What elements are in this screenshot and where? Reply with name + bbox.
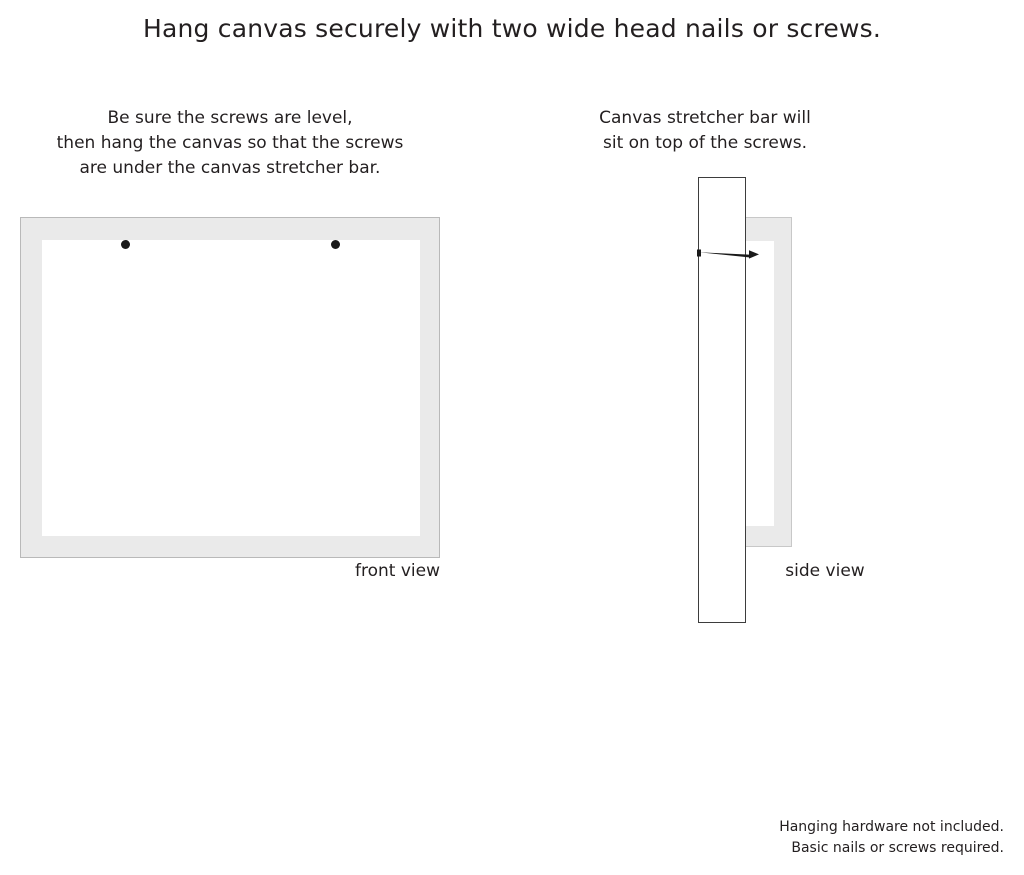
- footer-note: [779, 817, 1004, 859]
- footer-note-line-1: Hanging hardware not included.: [779, 819, 1004, 835]
- front-view-caption: [20, 106, 440, 181]
- footer-note-line-2: Basic nails or screws required.: [791, 840, 1004, 856]
- canvas-front-face: [42, 240, 420, 536]
- page-title: Hang canvas securely with two wide head nails or screws.: [142, 14, 882, 43]
- screw-head-right-icon: [331, 240, 340, 249]
- front-view-caption-line-2: then hang the canvas so that the screws: [56, 133, 404, 153]
- canvas-stretcher-bar: [746, 241, 774, 526]
- front-view-label: front view: [355, 561, 440, 581]
- front-view-caption-line-1: Be sure the screws are level,: [107, 108, 353, 128]
- side-view-caption-line-1: Canvas stretcher bar will: [599, 108, 811, 128]
- side-view-caption-line-2: sit on top of the screws.: [602, 133, 808, 153]
- nail-icon: [697, 246, 763, 260]
- canvas-side-view-diagram: [746, 217, 792, 547]
- side-view-caption: [545, 106, 865, 156]
- screw-head-left-icon: [121, 240, 130, 249]
- wall-cross-section: [698, 177, 746, 623]
- side-view-label: side view: [785, 561, 865, 581]
- canvas-front-view-diagram: [20, 217, 440, 558]
- front-view-caption-line-3: are under the canvas stretcher bar.: [79, 158, 381, 178]
